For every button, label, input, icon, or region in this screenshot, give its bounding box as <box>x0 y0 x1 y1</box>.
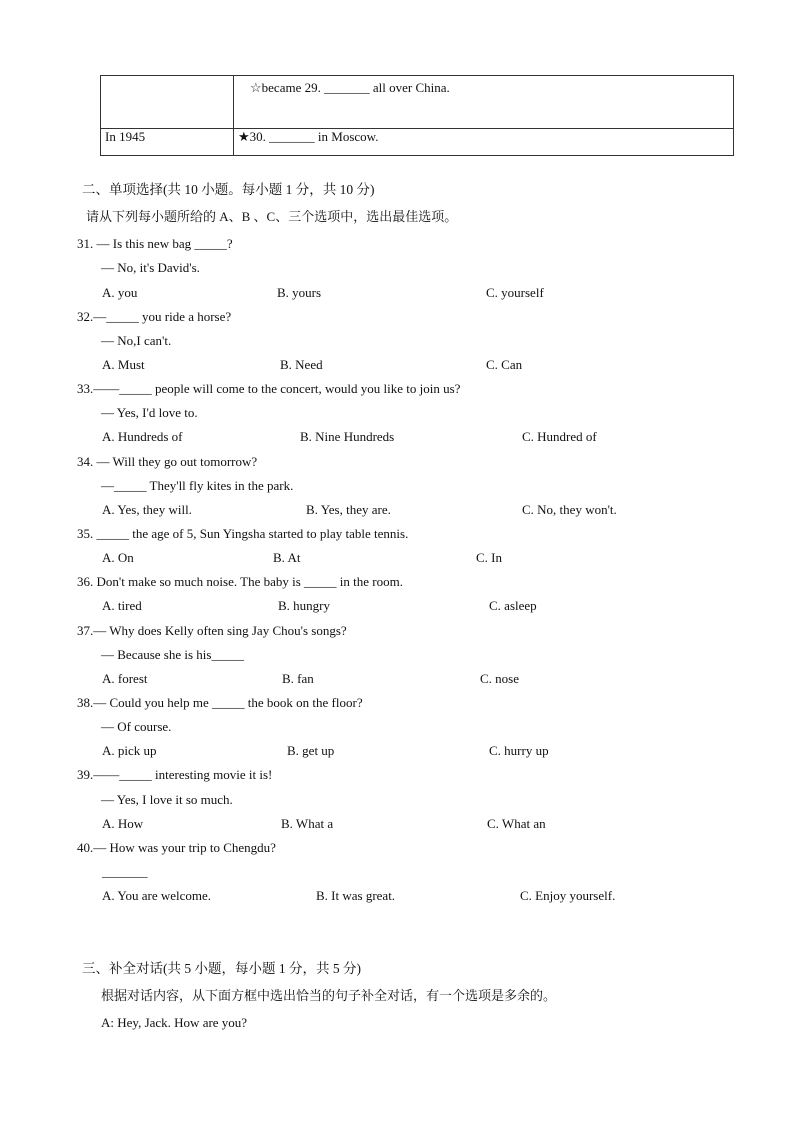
question-37-response: — Because she is his_____ <box>101 647 244 662</box>
question-40-option-a: A. You are welcome. <box>102 888 212 903</box>
table-cell-year: In 1945 <box>101 129 234 156</box>
question-38-stem: 38.— Could you help me _____ the book on the floor? <box>77 695 363 710</box>
question-37-option-b: B. fan <box>282 671 314 686</box>
question-38-option-b: B. get up <box>287 743 335 758</box>
section3-title: 三、补全对话(共 5 小题，每小题 1 分，共 5 分) <box>82 961 361 976</box>
table-cell-year <box>101 76 234 129</box>
question-31-stem: 31. — Is this new bag _____? <box>77 236 233 251</box>
question-36-option-c: C. asleep <box>489 598 537 613</box>
question-34-stem: 34. — Will they go out tomorrow? <box>77 454 258 469</box>
question-33-option-c: C. Hundred of <box>522 429 597 444</box>
question-33-option-b: B. Nine Hundreds <box>300 429 395 444</box>
table-row <box>101 129 734 156</box>
question-34-option-c: C. No, they won't. <box>522 502 617 517</box>
question-31-option-a: A. you <box>102 285 138 300</box>
question-33-response: — Yes, I'd love to. <box>101 405 198 420</box>
question-38-option-c: C. hurry up <box>489 743 549 758</box>
question-35-option-b: B. At <box>273 550 301 565</box>
question-32-option-b: B. Need <box>280 357 323 372</box>
question-31-response: — No, it's David's. <box>101 260 200 275</box>
table-cell-text: ☆became 29. _______ all over China. <box>250 80 450 95</box>
question-32-option-a: A. Must <box>102 357 145 372</box>
question-33-option-a: A. Hundreds of <box>102 429 183 444</box>
question-40-option-b: B. It was great. <box>316 888 396 903</box>
section2-instruction: 请从下列每小题所给的 A、B 、C、三个选项中，选出最佳选项。 <box>86 209 458 224</box>
question-40-stem: 40.— How was your trip to Chengdu? <box>77 840 276 855</box>
question-32-response: — No,I can't. <box>101 333 172 348</box>
question-39-option-b: B. What a <box>281 816 334 831</box>
question-35-option-a: A. On <box>102 550 134 565</box>
section3-instruction: 根据对话内容，从下面方框中选出恰当的句子补全对话，有一个选项是多余的。 <box>101 988 557 1003</box>
question-34-response: —_____ They'll fly kites in the park. <box>101 478 294 493</box>
question-35-stem: 35. _____ the age of 5, Sun Yingsha started to play table tennis. <box>77 526 409 541</box>
question-37-option-c: C. nose <box>480 671 519 686</box>
question-40-response-blank: _______ <box>102 864 148 879</box>
question-38-option-a: A. pick up <box>102 743 157 758</box>
question-34-option-b: B. Yes, they are. <box>306 502 391 517</box>
dialog-line-1: A: Hey, Jack. How are you? <box>101 1015 248 1030</box>
table-cell-event: ★30. _______ in Moscow. <box>234 129 734 156</box>
question-39-option-a: A. How <box>102 816 144 831</box>
table-row <box>101 76 734 129</box>
question-38-response: — Of course. <box>101 719 172 734</box>
question-39-stem: 39.——_____ interesting movie it is! <box>77 767 273 782</box>
question-39-response: — Yes, I love it so much. <box>101 792 233 807</box>
question-36-option-b: B. hungry <box>278 598 330 613</box>
question-32-stem: 32.—_____ you ride a horse? <box>77 309 232 324</box>
question-31-option-c: C. yourself <box>486 285 544 300</box>
question-34-option-a: A. Yes, they will. <box>102 502 192 517</box>
question-32-option-c: C. Can <box>486 357 523 372</box>
question-36-stem: 36. Don't make so much noise. The baby is _____ in the room. <box>77 574 403 589</box>
question-33-stem: 33.——_____ people will come to the concert, would you like to join us? <box>77 381 461 396</box>
question-39-option-c: C. What an <box>487 816 546 831</box>
question-31-option-b: B. yours <box>277 285 322 300</box>
question-35-option-c: C. In <box>476 550 502 565</box>
section2-title: 二、单项选择(共 10 小题。每小题 1 分，共 10 分) <box>82 182 375 197</box>
timeline-table <box>100 75 734 156</box>
question-40-option-c: C. Enjoy yourself. <box>520 888 616 903</box>
table-cell-event <box>234 76 734 129</box>
question-37-option-a: A. forest <box>102 671 148 686</box>
question-36-option-a: A. tired <box>102 598 142 613</box>
question-37-stem: 37.— Why does Kelly often sing Jay Chou's songs? <box>77 623 347 638</box>
